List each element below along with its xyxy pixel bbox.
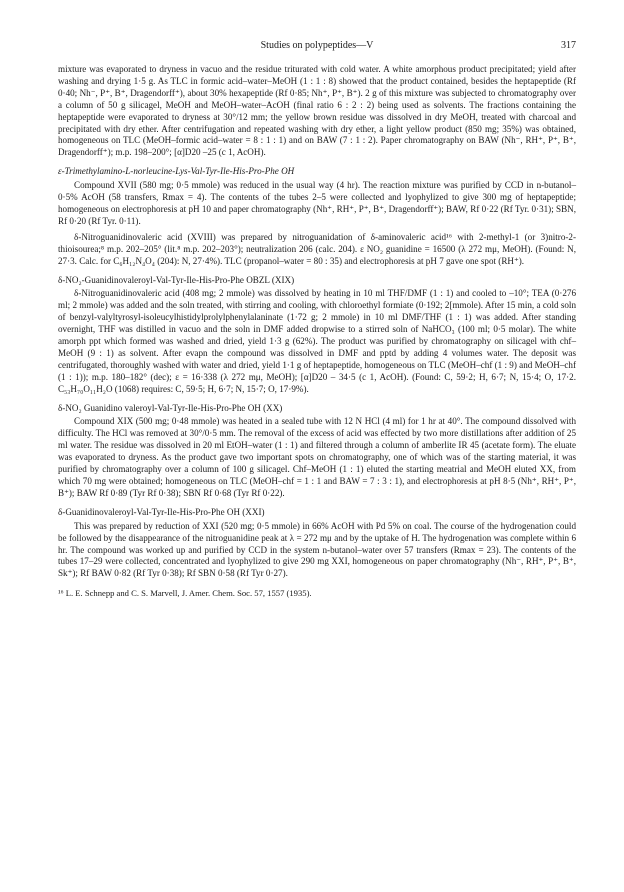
section-heading-xix: δ-NO₂-Guanidinovaleroyl-Val-Tyr-Ile-His-Pro-Phe OBZL (XIX) (58, 274, 295, 285)
footnote: ¹⁶ L. E. Schnepp and C. S. Marvell, J. Amer. Chem. Soc. 57, 1557 (1935). (58, 588, 312, 599)
section-heading-text: ε-Trimethylamino-L-norleucine-Lys-Val-Tyr-Ile-His-Pro-Phe OH (58, 166, 295, 177)
paragraph-1: mixture was evaporated to dryness in vacuo and the residue triturated with cold water. A white amorphous product precipitated; yield after washing and drying 1·5 g. As TLC in formic acid–water–MeOH (1 : 1 : 8) showed that the product contained, besides the heptapeptide (Rf 0·40; Nh⁻, P⁺, B⁺, Dragendorff⁺), about 30% hexapeptide (Rf 0·85; Nh⁺, P⁺, B⁺). 2 g of this mixture was subjected to chromatography over a column of 50 g silicagel, MeOH and MeOH–water–AcOH (final ratio 6 : 2 : 2) being used as solvents. The fractions containing the heptapeptide were evaporated to dryness at 30°/12 mm; the yellow brown residue was dissolved in dry MeOH, treated with charcoal and precipitated with dry ether. After centrifugation and repeated washing with dry ether, a light yellow product (850 mg; 35%) was obtained, homogeneous on TLC (MeOH–formic acid–water = 8 : 1 : 1) and on BAW (7 : 1 : 2). Paper chromatography on BAW (Nh⁻, RH⁺, P⁺, B⁺, Dragendorff⁺); m.p. 198–200°; [α]D20 –25 (c 1, AcOH). (58, 64, 576, 158)
section-heading-trimethylamino (58, 166, 576, 178)
paragraph-4: δ-Nitroguanidinovaleric acid (408 mg; 2 mmole) was dissolved by heating in 10 ml THF/DMF (1 : 1) and cooled to –10°; TEA (0·276 ml; 2 mmole) was added and the soln treated, with stirring and cooling, with chloroethyl formiate (0·192; 2[mmole). After 15 min, a cold soln of benzyl-valyltyrosyl-isoleucylhistidylprolylphenylalaninate (1·72 g; 2 mmole) in 10 ml DMF/THF (1 : 1) was added. After standing overnight, THF was distilled in vacuo and the soln in DMF added dropwise to a stirred soln of NaHCO₃ (100 ml; 0·5 molar). The white amorph ppt which formed was washed and dried, yield 1·3 g (62%). The product was purified by chromatography on silicagel with chf–MeOH (9 : 1) as solvent. After evapn the compound was dissolved in DMF and pptd by adding 4 volumes water. The deposit was centrifugated, thoroughly washed with water and dried, yield 1·1 g of heptapeptide, homogeneous on TLC (MeOH–chf (1 : 9) and MeOH–chf (1 : 1)); m.p. 180–182° (dec); ε = 16·338 (λ 272 mμ, MeOH); [α]D20 – 34·5 (c 1, AcOH). (Found: C, 59·2; H, 6·7; N, 15·4; O, 17·2. C₅₃H₇₀O₁₁H₂O (1068) requires: C, 59·5; H, 6·7; N, 15·7; O, 17·9%). (58, 288, 576, 394)
paragraph-2: Compound XVII (580 mg; 0·5 mmole) was reduced in the usual way (4 hr). The reaction mixture was purified by CCD in n-butanol–0·5% AcOH (58 transfers, Rmax = 4). The contents of the tubes 2–5 were collected and lyophylized to give 300 mg of heptapeptide; homogeneous on electrophoresis at pH 10 and paper chromatography (Nh⁺, RH⁺, P⁺, B⁺, Dragendorff⁺); BAW, Rf 0·22 (Rf Tyr. 0·31); SBN, Rf 0·20 (Rf Tyr. 0·11). (58, 180, 576, 226)
journal-page (58, 40, 576, 600)
running-title: Studies on polypeptides—V (260, 40, 374, 51)
section-heading-xx: δ-NO₂ Guanidino valeroyl-Val-Tyr-Ile-His-Pro-Phe OH (XX) (58, 402, 283, 413)
running-head (58, 40, 576, 54)
section-heading-xxi: δ-Guanidinovaleroyl-Val-Tyr-Ile-His-Pro-Phe OH (XXI) (58, 506, 265, 517)
page-number: 317 (561, 40, 576, 51)
paragraph-3: δ-Nitroguanidinovaleric acid (XVIII) was prepared by nitroguanidation of δ-aminovaleric acid¹⁶ with 2-methyl-1 (or 3)nitro-2-thioisourea;⁸ m.p. 202–205° (lit.⁸ m.p. 202–203°); neutralization 206 (calc. 204). ε NO₂ guanidine = 16500 (λ 272 mμ, MeOH). (Found: N, 27·3. Calc. for C₆H₁₂N₄O₄ (204): N, 27·4%). TLC (propanol–water = 80 : 35) and electrophoresis at pH 7 gave one spot (RH⁺). (58, 231, 576, 266)
paragraph-5: Compound XIX (500 mg; 0·48 mmole) was heated in a sealed tube with 12 N HCl (4 ml) for 1 hr at 40°. The compound dissolved with difficulty. The HCl was removed at 30°/0·5 mm. The removal of the excess of acid was effected by two more distillations after addition of 25 ml water. The residue was dissolved in 20 ml EtOH–water (1 : 1) and filtered through a column of amberlite IR 45 (acetate form). The eluate was evaporated to dryness. As the product gave two important spots on chromatography, one of which was of the starting material, it was purified by chromatography over a column of 100 g silicagel. Chf–MeOH (1 : 1) eluted the starting meatrial and MeOH eluted XX, from which 70 mg were obtained; homogeneous on TLC (MeOH–chf = 1 : 1 and BAW = 7 : 3 : 1), and electrophoresis at pH 8·5 (Nh⁺, RH⁺, P⁺, B⁺); BAW Rf 0·89 (Tyr Rf 0·38); SBN Rf 0·68 (Tyr Rf 0·22). (58, 416, 576, 498)
paragraph-6: This was prepared by reduction of XXI (520 mg; 0·5 mmole) in 66% AcOH with Pd 5% on coal. The course of the hydrogenation could be followed by the disappearance of the nitroguanidine peak at λ = 272 mμ and by the uptake of H. The hydrogenation was complete within 6 hr. The compound was worked up and purified by CCD in the system n-butanol–water over 57 transfers (Rmax = 23). The contents of the tubes 17–29 were collected, concentrated and lyophylized to give 290 mg XXI, homogeneous on paper chromatography (Nh⁻, RH⁺, P⁺, B⁺, Sk⁺); Rf BAW 0·82 (Rf Tyr 0·38); Rf SBN 0·58 (Rf Tyr 0·27). (58, 520, 576, 579)
